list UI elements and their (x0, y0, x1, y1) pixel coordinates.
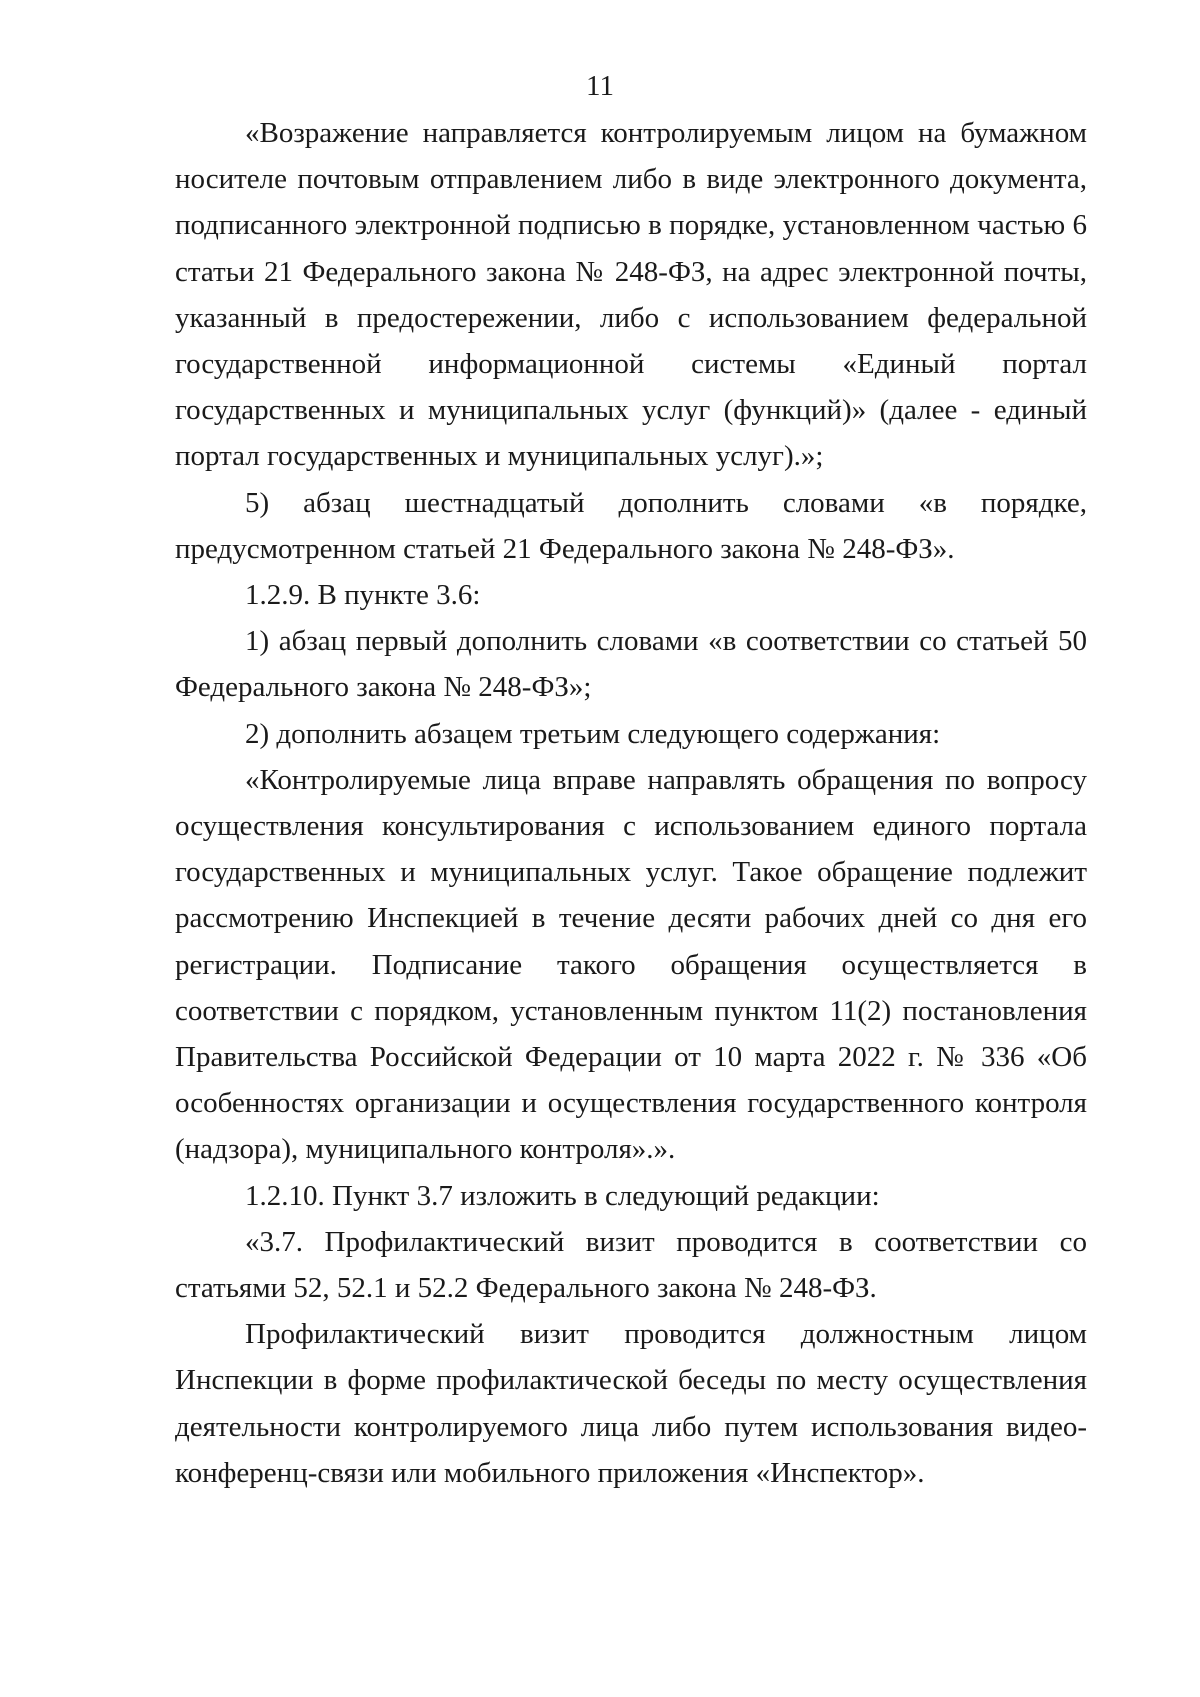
document-body (175, 110, 1087, 1496)
paragraph-preventive-visit: Профилактический визит проводится должностным лицом Инспекции в форме профилактической беседы по месту осуществления деятельности контролируемого лица либо путем использования видео-конференц-связи или мобильного приложения «Инспектор». (175, 1318, 1087, 1489)
paragraph-1-2-9: 1.2.9. В пункте 3.6: (245, 579, 481, 612)
paragraph-consultation: «Контролируемые лица вправе направлять обращения по вопросу осуществления консультирования с использованием единого портала государственных и муниципальных услуг. Такое обращение подлежит рассмотрению Инспекцией в течение десяти рабочих дней со дня его регистрации. Подписание такого обращения осуществляется в соответствии с порядком, установленным пунктом 11(2) постановления Правительства Российской Федерации от 10 марта 2022 г. № 336 «Об особенностях организации и осуществления государственного контроля (надзора), муниципального контроля».». (175, 763, 1087, 1166)
paragraph-item-1: 1) абзац первый дополнить словами «в соответствии со статьей 50 Федерального закона № 248-ФЗ»; (175, 625, 1087, 704)
paragraph-3-7: «3.7. Профилактический визит проводится в соответствии со статьями 52, 52.1 и 52.2 Федерального закона № 248-ФЗ. (175, 1225, 1087, 1305)
paragraph-item-2: 2) дополнить абзацем третьим следующего содержания: (245, 717, 941, 750)
page-number: 11 (586, 70, 614, 102)
paragraph-1-2-10: 1.2.10. Пункт 3.7 изложить в следующий редакции: (245, 1179, 880, 1212)
paragraph-objection: «Возражение направляется контролируемым лицом на бумажном носителе почтовым отправлением либо в виде электронного документа, подписанного электронной подписью в порядке, установленном частью 6 статьи 21 Федерального закона № 248-ФЗ, на адрес электронной почты, указанный в предостережении, либо с использованием федеральной государственной информационной системы «Единый портал государственных и муниципальных услуг (функций)» (далее - единый портал государственных и муниципальных услуг).»; (175, 117, 1087, 473)
paragraph-item-5: 5) абзац шестнадцатый дополнить словами «в порядке, предусмотренном статьей 21 Федерального закона № 248-ФЗ». (175, 486, 1087, 565)
